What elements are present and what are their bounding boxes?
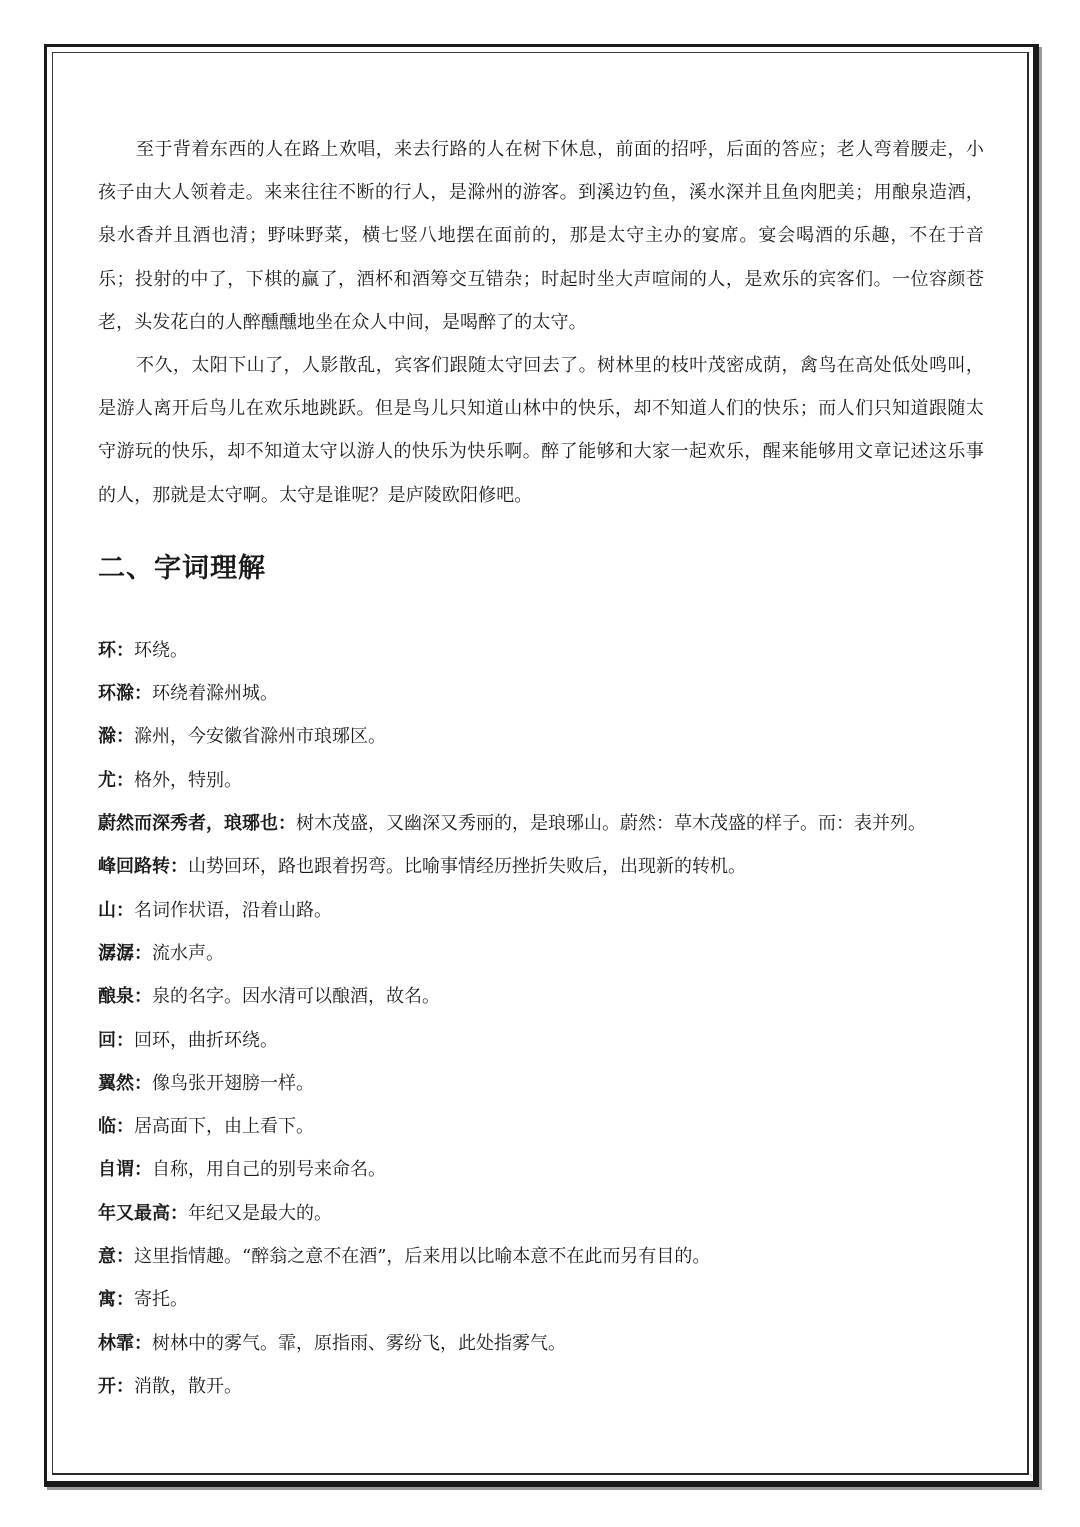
document-body bbox=[98, 128, 984, 1408]
glossary-definition: 名词作状语，沿着山路。 bbox=[134, 899, 332, 921]
glossary-item bbox=[98, 889, 984, 932]
glossary-definition: 树木茂盛，又幽深又秀丽的，是琅琊山。蔚然：草木茂盛的样子。而：表并列。 bbox=[296, 813, 926, 835]
glossary-term: 山： bbox=[98, 899, 134, 921]
glossary-term: 开： bbox=[98, 1375, 134, 1397]
glossary-item bbox=[98, 1019, 984, 1062]
glossary-item bbox=[98, 1278, 984, 1321]
glossary-definition: 寄托。 bbox=[134, 1289, 188, 1311]
glossary-definition: 居高面下，由上看下。 bbox=[134, 1116, 314, 1138]
glossary-item bbox=[98, 802, 984, 845]
glossary-definition: 消散，散开。 bbox=[134, 1375, 242, 1397]
glossary-term: 林霏： bbox=[98, 1332, 152, 1354]
translation-paragraph-1: 至于背着东西的人在路上欢唱，来去行路的人在树下休息，前面的招呼，后面的答应；老人弯着腰走，小孩子由大人领着走。来来往往不断的行人，是滁州的游客。到溪边钓鱼，溪水深并且鱼肉肥美；用酿泉造酒，泉水香并且酒也清；野味野菜，横七竖八地摆在面前的，那是太守主办的宴席。宴会喝酒的乐趣，不在于音乐；投射的中了，下棋的赢了，酒杯和酒筹交互错杂；时起时坐大声喧闹的人，是欢乐的宾客们。一位容颜苍老，头发花白的人醉醺醺地坐在众人中间，是喝醉了的太守。 bbox=[98, 139, 984, 333]
section-title: 二、字词理解 bbox=[98, 552, 266, 584]
glossary-item bbox=[98, 629, 984, 672]
glossary-term: 酿泉： bbox=[98, 986, 152, 1008]
glossary-term: 环滁： bbox=[98, 683, 152, 705]
glossary-item bbox=[98, 1235, 984, 1278]
glossary-definition: 年纪又是最大的。 bbox=[188, 1202, 332, 1224]
glossary-term: 临： bbox=[98, 1116, 134, 1138]
glossary-term: 寓： bbox=[98, 1289, 134, 1311]
glossary-term: 潺潺： bbox=[98, 942, 152, 964]
glossary-definition: 环绕着滁州城。 bbox=[152, 683, 278, 705]
glossary-item bbox=[98, 1365, 984, 1408]
glossary-term: 尤： bbox=[98, 769, 134, 791]
glossary-item bbox=[98, 975, 984, 1018]
glossary-item bbox=[98, 845, 984, 888]
glossary-item bbox=[98, 1322, 984, 1365]
glossary-term: 翼然： bbox=[98, 1072, 152, 1094]
glossary-item bbox=[98, 1148, 984, 1191]
glossary-term: 环： bbox=[98, 639, 134, 661]
glossary-item bbox=[98, 1105, 984, 1148]
glossary-term: 自谓： bbox=[98, 1159, 152, 1181]
glossary-item bbox=[98, 1192, 984, 1235]
translation-paragraph-2: 不久，太阳下山了，人影散乱，宾客们跟随太守回去了。树林里的枝叶茂密成荫，禽鸟在高处低处鸣叫，是游人离开后鸟儿在欢乐地跳跃。但是鸟儿只知道山林中的快乐，却不知道人们的快乐；而人们只知道跟随太守游玩的快乐，却不知道太守以游人的快乐为快乐啊。醉了能够和大家一起欢乐，醒来能够用文章记述这乐事的人，那就是太守啊。太守是谁呢？是庐陵欧阳修吧。 bbox=[98, 355, 984, 506]
glossary-definition: 自称，用自己的别号来命名。 bbox=[152, 1159, 386, 1181]
glossary-definition: 山势回环，路也跟着拐弯。比喻事情经历挫折失败后，出现新的转机。 bbox=[188, 856, 746, 878]
glossary-definition: 泉的名字。因水清可以酿酒，故名。 bbox=[152, 986, 440, 1008]
glossary-term: 回： bbox=[98, 1029, 134, 1051]
glossary-definition: 流水声。 bbox=[152, 942, 224, 964]
glossary-item bbox=[98, 932, 984, 975]
glossary-item bbox=[98, 672, 984, 715]
glossary-term: 峰回路转： bbox=[98, 856, 188, 878]
glossary-term: 意： bbox=[98, 1245, 134, 1267]
glossary-definition: 滁州，今安徽省滁州市琅琊区。 bbox=[134, 726, 386, 748]
glossary-definition: 这里指情趣。“醉翁之意不在酒”，后来用以比喻本意不在此而另有目的。 bbox=[134, 1245, 711, 1267]
glossary-term: 滁： bbox=[98, 726, 134, 748]
glossary-item bbox=[98, 1062, 984, 1105]
glossary-item bbox=[98, 759, 984, 802]
glossary-item bbox=[98, 715, 984, 758]
glossary-term: 年又最高： bbox=[98, 1202, 188, 1224]
glossary-term: 蔚然而深秀者，琅琊也： bbox=[98, 813, 296, 835]
glossary-definition: 回环，曲折环绕。 bbox=[134, 1029, 278, 1051]
glossary-definition: 树林中的雾气。霏，原指雨、雾纷飞，此处指雾气。 bbox=[152, 1332, 566, 1354]
glossary-definition: 环绕。 bbox=[134, 639, 188, 661]
glossary-definition: 格外，特别。 bbox=[134, 769, 242, 791]
glossary-list bbox=[98, 629, 984, 1408]
glossary-definition: 像鸟张开翅膀一样。 bbox=[152, 1072, 314, 1094]
